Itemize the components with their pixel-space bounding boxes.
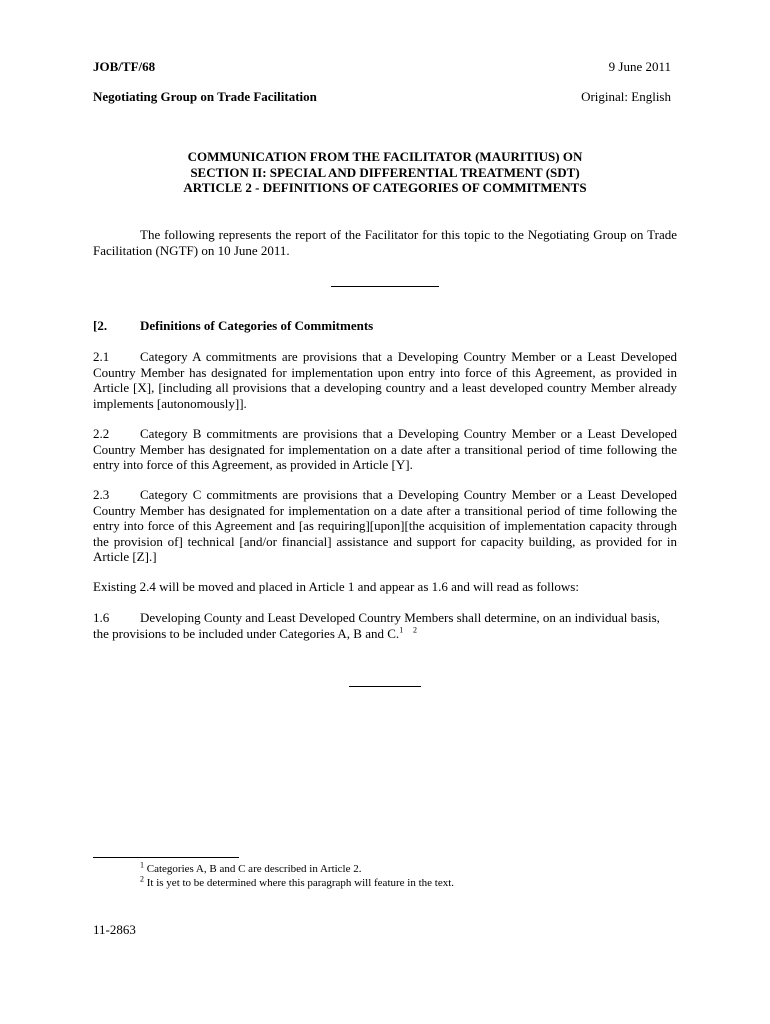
document-number: 11-2863 [93,922,136,937]
document-date: 9 June 2011 [608,59,671,74]
paragraph-2-2 [93,426,677,473]
paragraph-text: Category A commitments are provisions that a Developing Country Member or a Least Developed Country Member has designated for implementation upon entry into force of this Agreement, as provided in Article [X], [including all provisions that a developing country and a least developed country Member already implements [autonomously]]. [93,349,677,411]
negotiating-group: Negotiating Group on Trade Facilitation [93,89,317,104]
footnote-text: Categories A, B and C are described in Article 2. [146,863,362,875]
paragraph-number: 2.1 [93,349,110,364]
footnote-mark: 2 [140,874,144,884]
footnote-1 [140,862,680,876]
original-language: Original: English [581,89,671,104]
section-title: Definitions of Categories of Commitments [140,318,374,333]
footnote-ref-1[interactable]: 1 [399,625,404,635]
paragraph-number: 2.2 [93,426,110,441]
paragraph-number: 2.3 [93,487,110,502]
footnote-ref-2[interactable]: 2 [412,625,417,635]
title-line-2: SECTION II: SPECIAL AND DIFFERENTIAL TREATMENT (SDT) [190,164,580,180]
document-title [93,149,677,196]
paragraph-2-3 [93,487,677,565]
paragraph-text: Category C commitments are provisions that a Developing Country Member or a Least Developed Country Member has designated for implementation on a date after a transitional period of time following the entry into force of this Agreement and [as requiring][upon][the acquisition of implementation capacity through the provision of] technical [and/or financial] assistance and support for capacity building, as provided for in Article [Z].] [93,487,677,564]
section-heading [93,318,677,334]
paragraph-2-1 [93,349,677,411]
moved-note: Existing 2.4 will be moved and placed in Article 1 and appear as 1.6 and will read as follows: [93,579,579,594]
document-symbol: JOB/TF/68 [93,59,156,74]
paragraph-text: Developing County and Least Developed Country Members shall determine, on an individual basis, the provisions to be included under Categories A, B and C. [93,610,660,641]
paragraph-number: 1.6 [93,610,110,625]
end-separator-rule [349,686,421,687]
footnote-text: It is yet to be determined where this paragraph will feature in the text. [146,877,455,889]
title-line-1: COMMUNICATION FROM THE FACILITATOR (MAURITIUS) ON [187,149,583,164]
footnote-2 [140,876,680,890]
footnote-mark: 1 [140,860,144,870]
section-number: [2. [93,318,108,333]
paragraph-1-6 [93,610,677,641]
separator-rule [331,286,439,287]
intro-paragraph [93,227,677,258]
intro-text: The following represents the report of the Facilitator for this topic to the Negotiating Group on Trade Facilitation (NGTF) on 10 June 2011. [93,227,677,258]
footnote-rule [93,857,239,858]
title-line-3: ARTICLE 2 - DEFINITIONS OF CATEGORIES OF COMMITMENTS [183,180,587,195]
paragraph-text: Category B commitments are provisions that a Developing Country Member or a Least Developed Country Member has designated for implementation on a date after a transitional period of time following the entry into force of this Agreement, as provided in Article [Y]. [93,426,677,472]
